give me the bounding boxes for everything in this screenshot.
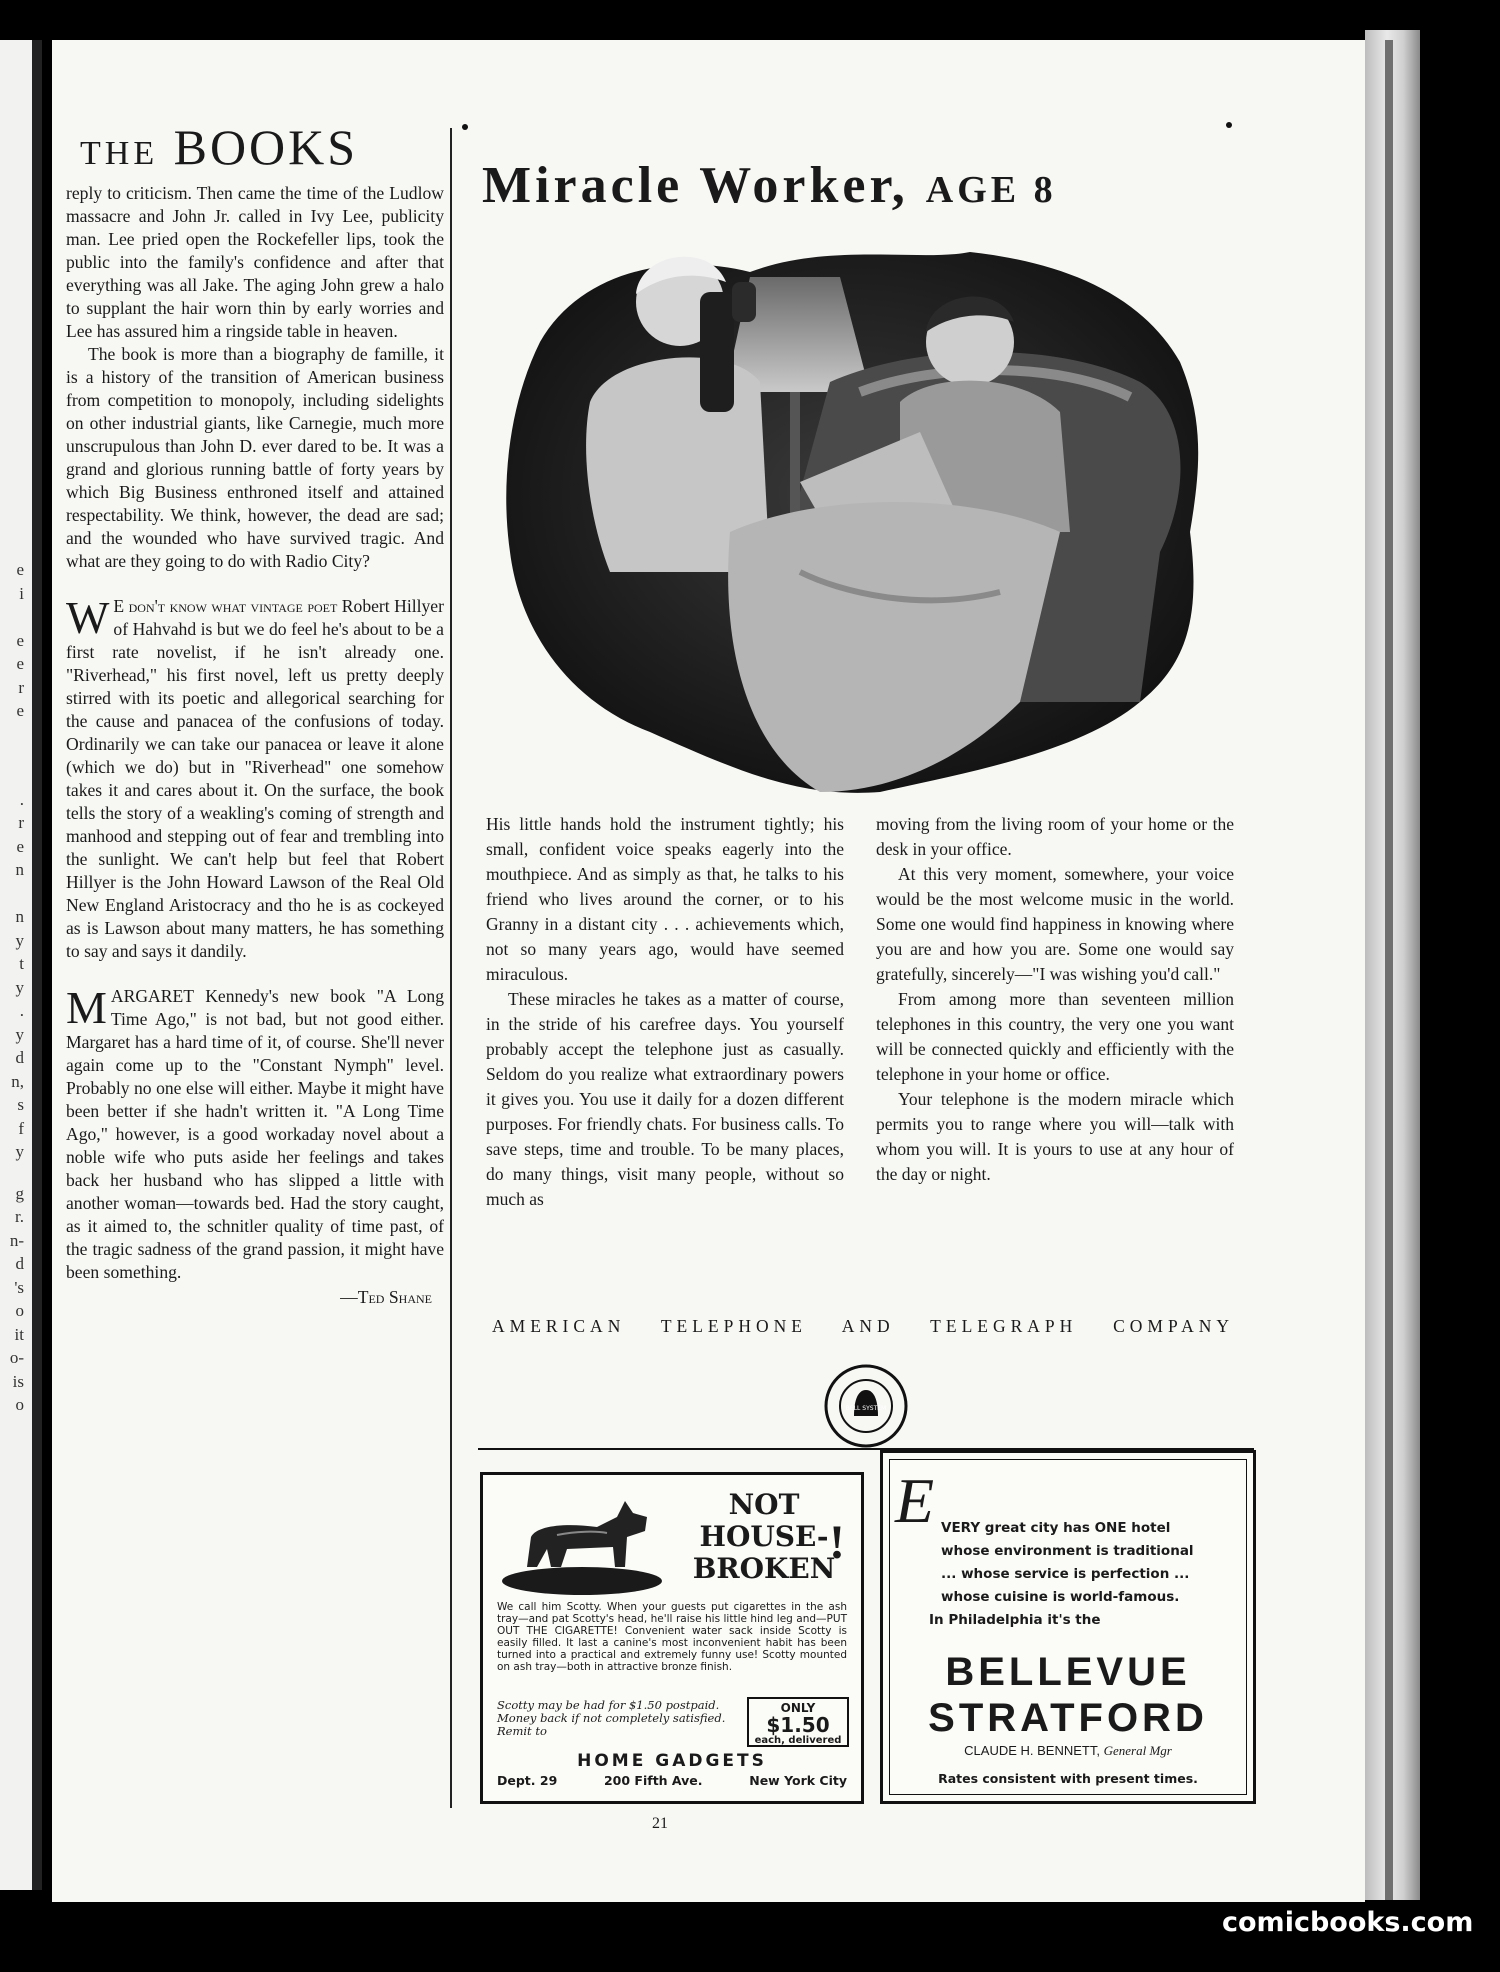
facing-page-fragment: o- <box>9 1348 24 1367</box>
ad-headline-age: AGE 8 <box>925 169 1057 211</box>
facing-page-fragment: y <box>15 977 24 997</box>
hotel-rates: Rates consistent with present times. <box>938 1771 1198 1786</box>
review-text: Robert Hillyer of Hahvahd is but we do feel he's about to be a first rate novelist, if he isn't already one. "Riverhead," his first novel, left us pretty deeply stirred with its poetic and allegorical searching for the cause and panacea of the confusions of today. Ordinarily we can take our panacea or leave it alone (which we do) but in "Riverhead" one somehow takes it and cares about it. On the surface, the book tells the story of a weakling's coming of strength and manhood and stepping out of fear and trembling into the sunlight. We can't help but feel that Robert Hillyer is the John Howard Lawson of the Real Old New England Aristocracy and tho he is as cockeyed as is Lawson about many matters, he has something to say and says it dandily. <box>66 596 444 961</box>
manager-name: CLAUDE H. BENNETT, <box>964 1743 1100 1758</box>
page-stack-shadow <box>1385 40 1393 1900</box>
facing-page-fragment: r <box>18 813 24 832</box>
facing-page-fragment: g <box>15 1183 24 1203</box>
telephone <box>700 292 734 412</box>
gadgets-description: We call him Scotty. When your guests put cigarettes in the ash tray—and pat Scotty's head, he'll raise his little hind leg and—PUT OUT THE CIGARETTE! Convenient water sack inside Scotty is easily filled. It last a canine's most inconvenient habit has been turned into a practical and extremely funny use! Scotty mounted on ash tray—both in attractive bronze finish. <box>497 1601 847 1673</box>
facing-page-fragment: y <box>15 930 24 950</box>
gadgets-headline: NOT HOUSE- BROKEN <box>692 1488 836 1585</box>
price-amount: $1.50 <box>766 1713 830 1737</box>
facing-page-fragment: e <box>16 630 24 650</box>
bell-system-seal <box>824 1364 908 1448</box>
corner-dot <box>462 124 468 130</box>
lead-in: ARGARET <box>110 986 194 1006</box>
drop-cap: E <box>895 1465 935 1536</box>
corner-dot <box>1226 122 1232 128</box>
facing-page-fragment: it <box>14 1324 24 1344</box>
hotel-name <box>883 1649 1253 1741</box>
price-badge <box>747 1697 849 1747</box>
heading-the: THE <box>80 135 159 172</box>
ad-photograph <box>500 232 1210 800</box>
facing-page-fragment: t <box>19 954 24 973</box>
seal-text: BELL SYSTEM <box>845 1405 887 1412</box>
hotel-name-line1: BELLEVUE <box>945 1650 1191 1694</box>
ad-paragraph: These miracles he takes as a matter of course, in the stride of his carefree days. You yourself probably accept the telephone just as casually. Seldom do you realize what extraordinary powers it gives you. You use it daily for a dozen different purposes. For friendly chats. For business calls. To save steps, time and trouble. To be many places, do many things, visit many people, without so much as <box>486 989 844 1209</box>
facing-page-fragment: d <box>15 1048 24 1067</box>
facing-page-edge <box>0 40 42 1890</box>
lead-in: E don't know what vintage poet <box>113 596 338 616</box>
hotel-name-line2: STRATFORD <box>928 1696 1208 1740</box>
facing-page-fragment: n <box>15 907 24 926</box>
bellevue-stratford-ad <box>880 1450 1256 1804</box>
facing-page-fragment: e <box>16 560 24 579</box>
ad-paragraph: Your telephone is the modern miracle which permits you to range where you will—talk with whom you will. It is yours to use at any hour of the day or night. <box>876 1089 1234 1184</box>
column-divider <box>450 128 452 1808</box>
facing-page-fragment: is <box>12 1371 24 1391</box>
section-heading <box>80 118 358 176</box>
facing-page-fragment: e <box>16 836 24 856</box>
facing-page-fragment: r. <box>15 1207 24 1226</box>
facing-page-fragment: . <box>19 789 24 809</box>
gadgets-address <box>497 1773 847 1788</box>
review-paragraph: reply to criticism. Then came the time of the Ludlow massacre and John Jr. called in Ivy Lee, publicity man. Lee pried open the Rockefeller lips, took the public into the family's confidence and after that everything was all Jake. The aging John grew a halo to supplant the hair worn thin by early worries and Lee has assured him a ringside table in heaven. <box>66 183 444 341</box>
hotel-line: whose cuisine is world-famous. <box>941 1589 1180 1605</box>
facing-page-fragment: i <box>19 583 24 603</box>
facing-page-fragment: o <box>15 1395 24 1414</box>
ad-paragraph: From among more than seventeen million telephones in this country, the very one you want will be connected quickly and efficiently with the telephone in your home or office. <box>876 989 1234 1084</box>
facing-page-fragment: n- <box>9 1230 24 1250</box>
facing-page-fragment: e <box>16 701 24 720</box>
byline: —Ted Shane <box>340 1287 432 1307</box>
facing-page-fragment: o <box>15 1301 24 1320</box>
gadgets-dept: Dept. 29 <box>497 1773 558 1788</box>
facing-page-fragment: 's <box>14 1277 24 1297</box>
heading-books: BOOKS <box>173 119 359 175</box>
gadgets-company: HOME GADGETS <box>577 1751 767 1771</box>
drop-cap: W <box>66 592 110 643</box>
drop-cap: M <box>66 982 107 1033</box>
facing-page-fragment: e <box>16 654 24 673</box>
gadgets-order-terms: Scotty may be had for $1.50 postpaid. Money back if not completely satisfied. Remit to <box>497 1698 726 1738</box>
page-number: 21 <box>652 1815 668 1832</box>
ad-headline-main: Miracle Worker, <box>482 157 909 214</box>
review-text: Kennedy's new book "A Long Time Ago," is not bad, but not good either. Margaret has a hard time of it, of course. She'll never again come up to the "Constant Nymph" level. Probably no one else will either. Maybe it might have been better if she hadn't written it. "A Long Time Ago," however, is a good workaday novel about a noble wife who puts aside her feelings and takes back her husband who has slipped a little with another woman—towards bed. Had the story caught, as it aimed to, the schnitler quality of time past, of the tragic sadness of the grand passion, it might have been something. <box>66 986 444 1282</box>
review-paragraph: The book is more than a biography de famille, it is a history of the transition of American business from competition to monopoly, including sidelights on other industrial giants, like Carnegie, much more unscrupulous than John D. ever dared to be. It was a grand and glorious running battle of forty years by which Big Business enthroned itself and attained respectability. We think, however, the dead are sad; and the wounded who have survived tragic. And what are they going to do with Radio City? <box>66 344 444 571</box>
gadgets-city: New York City <box>749 1773 847 1788</box>
advertiser-name: AMERICAN TELEPHONE AND TELEGRAPH COMPANY <box>492 1316 1234 1336</box>
gadgets-exclaim: ! <box>829 1516 845 1569</box>
binding-gutter <box>32 40 42 1890</box>
hotel-line: VERY great city has ONE hotel <box>941 1520 1171 1536</box>
hotel-copy <box>929 1517 1231 1632</box>
review-kennedy <box>66 982 444 1284</box>
hotel-line: ... whose service is perfection ... <box>941 1566 1190 1582</box>
home-gadgets-ad <box>480 1472 864 1804</box>
facing-page-fragment: r <box>18 677 24 697</box>
facing-page-fragment: d <box>15 1254 24 1273</box>
manager-title: General Mgr <box>1103 1743 1172 1758</box>
ad-paragraph: At this very moment, somewhere, your voice would be the most welcome music in the world. Some one would find happiness in knowing where you are and how you are. Some one would say gratefully, sincerely—"I was wishing you'd call." <box>876 864 1234 984</box>
price-only: ONLY <box>780 1701 816 1715</box>
hotel-line: In Philadelphia it's the <box>929 1612 1101 1628</box>
facing-page-fragment: . <box>19 1001 24 1020</box>
facing-page-fragment: f <box>18 1118 24 1138</box>
ad-copy-column-1 <box>486 812 844 1212</box>
ad-paragraph: His little hands hold the instrument tightly; his small, confident voice speaks eagerly into the mouthpiece. And as simply as that, he talks to his friend who lives around the corner, or to his Granny in a distant city . . . achievements which, not so many years ago, would have seemed miraculous. <box>486 814 844 984</box>
facing-page-fragment: s <box>17 1095 24 1114</box>
ad-paragraph: moving from the living room of your home or the desk in your office. <box>876 814 1234 859</box>
facing-page-fragment: n <box>15 860 24 879</box>
book-reviews-column <box>66 182 444 1309</box>
scotty-ashtray-image <box>497 1487 667 1597</box>
gadgets-street: 200 Fifth Ave. <box>603 1773 703 1788</box>
ad-headline <box>482 156 1057 215</box>
price-note: each, delivered <box>754 1735 842 1746</box>
review-hillyer <box>66 592 444 963</box>
watermark: comicbooks.com <box>1222 1907 1474 1938</box>
facing-page-fragment: y <box>15 1024 24 1044</box>
hotel-manager <box>883 1743 1253 1759</box>
facing-page-fragment: n, <box>11 1071 24 1091</box>
ad-copy-column-2 <box>876 812 1234 1187</box>
facing-page-fragment: y <box>15 1142 24 1161</box>
hotel-line: whose environment is traditional <box>941 1543 1194 1559</box>
